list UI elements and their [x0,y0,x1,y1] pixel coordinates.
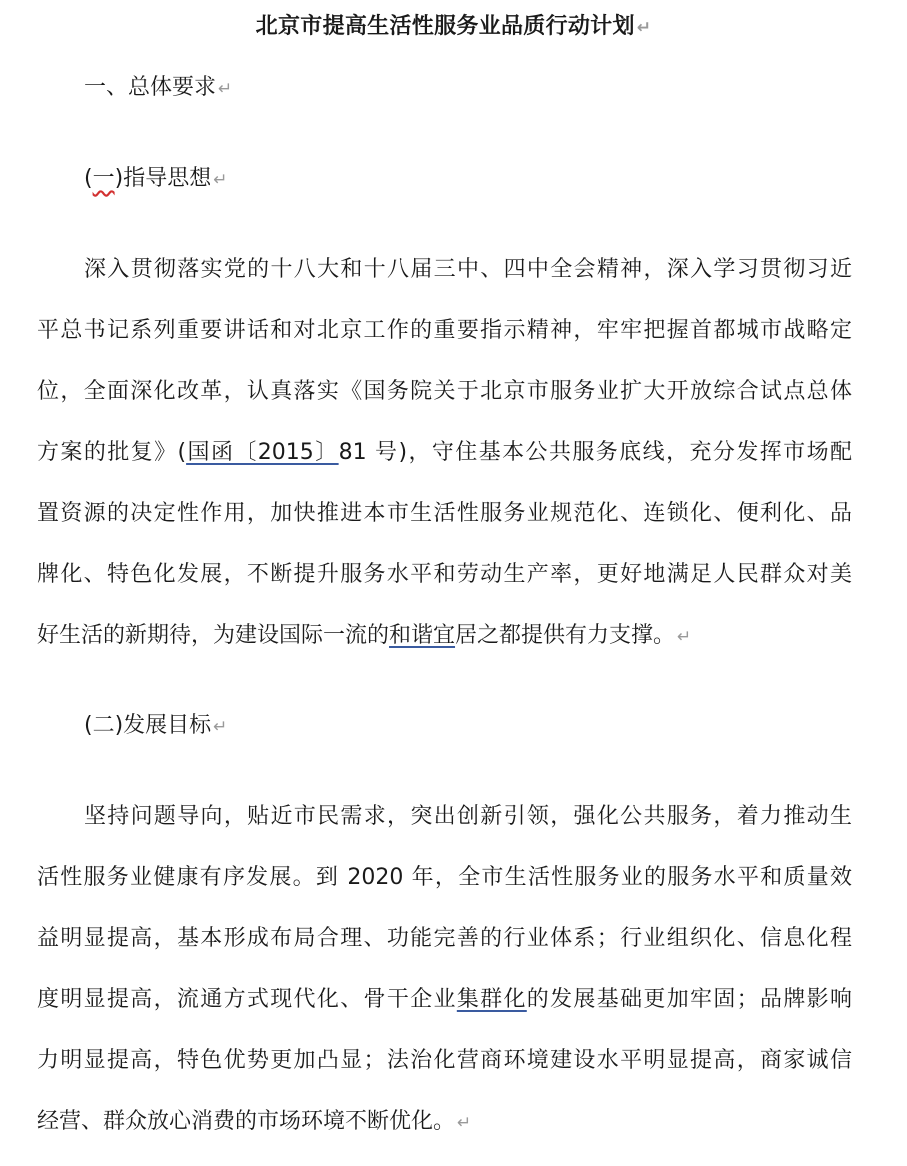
subsection-heading-text: (二)发展目标 [84,713,212,738]
subsection-heading-guiding-ideology [84,162,227,197]
paragraph-mark: ↵ [213,170,228,190]
paragraph-mark: ↵ [213,717,228,737]
paragraph-line: 深入贯彻落实党的十八大和十八届三中、四中全会精神，深入学习贯彻习近 [84,257,852,282]
document-title [0,10,907,45]
line-text: 好生活的新期待，为建设国际一流的 [37,623,390,648]
paragraph-line: 位，全面深化改革，认真落实《国务院关于北京市服务业扩大开放综合试点总体 [37,379,852,404]
paragraph-line: 坚持问题导向，贴近市民需求，突出创新引领，强化公共服务，着力推动生 [84,804,852,829]
paragraph-line: 置资源的决定性作用，加快推进本市生活性服务业规范化、连锁化、便利化、品 [37,501,852,526]
paragraph-mark: ↵ [218,79,233,99]
underlined-term: 集群化 [456,987,527,1012]
paragraph-line [37,983,852,1044]
subsection-heading-development-goals [84,709,227,744]
paragraph-line [37,436,852,497]
paragraph-line [37,619,852,680]
section-heading-text: 一、总体要求 [84,75,217,100]
paragraph-mark: ↵ [677,627,692,647]
paragraph-line: 益明显提高，基本形成布局合理、功能完善的行业体系；行业组织化、信息化程 [37,926,852,951]
line-text: 居之都提供有力支撑。 [455,623,676,648]
underlined-term: 和谐宜 [389,623,456,648]
section-heading-overall-requirements [84,71,232,106]
underlined-reference: 国函〔2015〕 [186,440,339,465]
subsection-heading-open: ( [84,166,93,191]
paragraph-line: 牌化、特色化发展，不断提升服务水平和劳动生产率，更好地满足人民群众对美 [37,562,852,587]
spellcheck-underlined-text: 一 [92,166,115,191]
paragraph-mark: ↵ [457,1113,472,1133]
line-text: 81 号)，守住基本公共服务底线，充分发挥市场配 [338,440,852,465]
document-title-text: 北京市提高生活性服务业品质行动计划 [255,14,635,39]
line-text: 方案的批复》( [37,440,187,465]
paragraph-mark: ↵ [636,18,652,38]
paragraph-line: 力明显提高，特色优势更加凸显；法治化营商环境建设水平明显提高，商家诚信 [37,1048,852,1073]
paragraph-guiding-ideology [37,253,852,680]
line-text: 度明显提高，流通方式现代化、骨干企业 [37,987,457,1012]
line-text: 的发展基础更加牢固；品牌影响 [526,987,852,1012]
subsection-heading-rest: )指导思想 [114,166,212,191]
paragraph-line: 平总书记系列重要讲话和对北京工作的重要指示精神，牢牢把握首都城市战略定 [37,318,852,343]
paragraph-line: 活性服务业健康有序发展。到 2020 年，全市生活性服务业的服务水平和质量效 [37,865,852,890]
line-text: 经营、群众放心消费的市场环境不断优化。 [37,1109,456,1134]
paragraph-development-goals [37,800,852,1166]
